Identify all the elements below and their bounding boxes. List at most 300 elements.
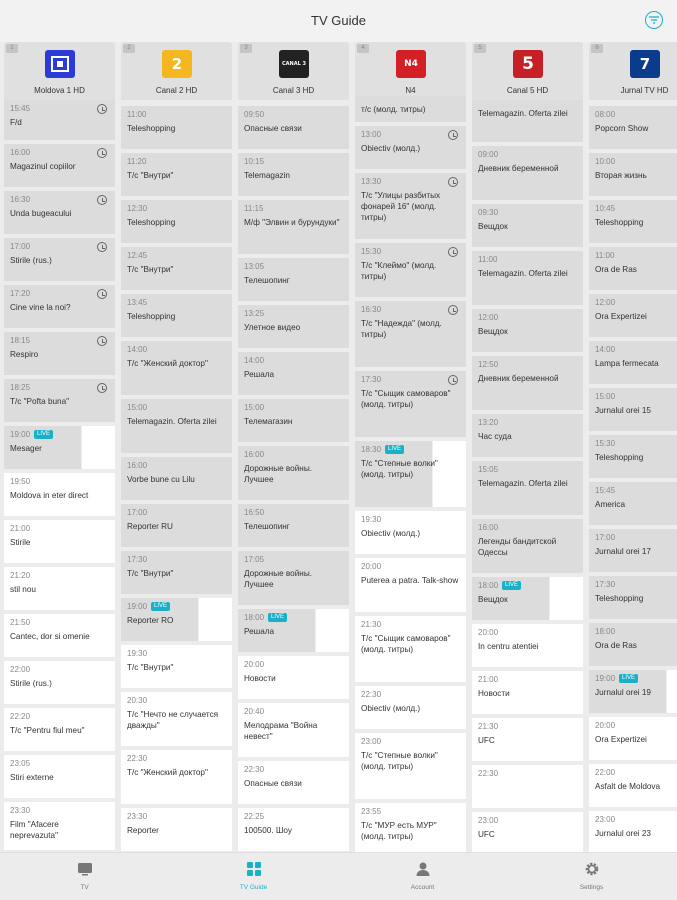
program-time-row bbox=[10, 571, 109, 580]
program-time: 19:00 bbox=[127, 602, 148, 611]
program-item[interactable] bbox=[355, 126, 466, 171]
program-item[interactable] bbox=[355, 616, 466, 684]
program-item[interactable] bbox=[121, 750, 232, 806]
live-badge: LIVE bbox=[385, 445, 404, 454]
program-time-row bbox=[595, 251, 677, 260]
program-title: Puterea a patra. Talk-show bbox=[361, 576, 459, 585]
program-title: Вещдок bbox=[478, 327, 508, 336]
program-time-row bbox=[478, 675, 577, 684]
program-item[interactable] bbox=[238, 656, 349, 701]
program-title: T/c "Внутри" bbox=[127, 171, 174, 180]
program-time-row bbox=[244, 613, 343, 622]
program-time: 17:20 bbox=[10, 289, 31, 298]
program-time: 19:30 bbox=[127, 649, 148, 658]
program-item[interactable] bbox=[4, 661, 115, 706]
program-time: 17:30 bbox=[127, 555, 148, 564]
program-item[interactable] bbox=[472, 624, 583, 669]
program-time-row bbox=[478, 628, 577, 637]
program-item[interactable] bbox=[589, 106, 677, 151]
program-time-row bbox=[595, 674, 677, 683]
program-time-row bbox=[244, 707, 343, 716]
program-item[interactable] bbox=[472, 765, 583, 810]
grid-icon bbox=[246, 861, 262, 877]
program-time-row bbox=[361, 177, 460, 186]
program-item[interactable] bbox=[4, 379, 115, 424]
program-item[interactable] bbox=[238, 305, 349, 350]
channel-logo: N4 bbox=[396, 50, 426, 78]
program-title: T/c "Женский доктор" bbox=[127, 768, 208, 777]
program-title: Опасные связи bbox=[244, 779, 302, 788]
program-time-row bbox=[127, 157, 226, 166]
program-item[interactable] bbox=[589, 153, 677, 198]
program-time-row bbox=[244, 403, 343, 412]
program-title: Reporter RO bbox=[127, 616, 174, 625]
program-time-row bbox=[478, 208, 577, 217]
program-time-row bbox=[127, 461, 226, 470]
replay-icon[interactable] bbox=[448, 177, 458, 187]
program-item[interactable] bbox=[4, 473, 115, 518]
program-item[interactable] bbox=[355, 301, 466, 369]
program-time: 13:25 bbox=[244, 309, 265, 318]
program-item[interactable] bbox=[4, 191, 115, 236]
program-time: 18:15 bbox=[10, 336, 31, 345]
program-item[interactable] bbox=[238, 258, 349, 303]
program-title: T/c "Pentru fiul meu" bbox=[10, 726, 85, 735]
program-time: 15:30 bbox=[595, 439, 616, 448]
replay-icon[interactable] bbox=[97, 104, 107, 114]
program-time: 15:05 bbox=[478, 465, 499, 474]
program-title: T/c "Внутри" bbox=[127, 569, 174, 578]
program-time: 17:05 bbox=[244, 555, 265, 564]
program-time: 11:00 bbox=[478, 255, 498, 264]
program-item[interactable] bbox=[121, 294, 232, 339]
program-title: Дорожные войны. Лучшее bbox=[244, 569, 312, 589]
program-item[interactable] bbox=[472, 461, 583, 517]
channel-name: Canal 3 HD bbox=[272, 86, 315, 95]
program-time-row bbox=[127, 555, 226, 564]
program-item[interactable] bbox=[589, 388, 677, 433]
program-item[interactable] bbox=[238, 761, 349, 806]
program-time: 10:45 bbox=[595, 204, 616, 213]
program-time: 16:50 bbox=[244, 508, 265, 517]
program-item[interactable] bbox=[121, 551, 232, 596]
program-time: 17:00 bbox=[595, 533, 616, 542]
program-time-row bbox=[10, 665, 109, 674]
program-item[interactable] bbox=[589, 811, 677, 852]
program-time: 11:15 bbox=[244, 204, 264, 213]
replay-icon[interactable] bbox=[97, 242, 107, 252]
program-time-row bbox=[478, 255, 577, 264]
program-time-row bbox=[10, 618, 109, 627]
program-time: 08:00 bbox=[595, 110, 616, 119]
program-time-row bbox=[595, 486, 677, 495]
channel-header[interactable] bbox=[121, 42, 232, 100]
program-item[interactable] bbox=[355, 803, 466, 852]
program-time: 16:30 bbox=[10, 195, 31, 204]
replay-icon[interactable] bbox=[97, 336, 107, 346]
program-title: T/c "Pofta buna" bbox=[10, 397, 70, 406]
bottom-tab-bar bbox=[0, 852, 677, 900]
program-time-row bbox=[244, 157, 343, 166]
program-item[interactable] bbox=[589, 623, 677, 668]
replay-icon[interactable] bbox=[97, 148, 107, 158]
program-title: Teleshopping bbox=[127, 124, 176, 133]
program-item[interactable] bbox=[589, 200, 677, 245]
channel-name: N4 bbox=[405, 86, 416, 95]
tab-settings[interactable] bbox=[507, 853, 676, 900]
program-item-live[interactable] bbox=[4, 426, 115, 471]
program-item[interactable] bbox=[355, 733, 466, 801]
program-item[interactable] bbox=[355, 511, 466, 556]
page-title: TV Guide bbox=[311, 13, 366, 28]
program-item[interactable] bbox=[238, 399, 349, 444]
program-time: 12:00 bbox=[595, 298, 616, 307]
channel-logo: 2 bbox=[162, 50, 192, 78]
program-item[interactable] bbox=[238, 352, 349, 397]
guide-grid[interactable] bbox=[0, 42, 677, 852]
channel-name: Canal 5 HD bbox=[506, 86, 549, 95]
channel-header[interactable] bbox=[4, 42, 115, 100]
program-item[interactable] bbox=[472, 309, 583, 354]
program-item[interactable] bbox=[238, 446, 349, 502]
program-title: Решала bbox=[244, 627, 275, 636]
program-item[interactable] bbox=[472, 356, 583, 412]
program-title: Jurnalul orei 15 bbox=[595, 406, 651, 415]
program-list bbox=[472, 100, 583, 852]
channel-number: 5 bbox=[474, 44, 486, 53]
program-time: 20:30 bbox=[127, 696, 148, 705]
channel-name: Canal 2 HD bbox=[155, 86, 198, 95]
program-item[interactable] bbox=[4, 285, 115, 330]
program-title: Obiectiv (молд.) bbox=[361, 144, 421, 153]
program-item[interactable] bbox=[355, 173, 466, 241]
program-time-row bbox=[10, 477, 109, 486]
program-time: 15:00 bbox=[595, 392, 616, 401]
channel-header[interactable] bbox=[589, 42, 677, 100]
program-title: Respiro bbox=[10, 350, 39, 359]
program-time-row bbox=[10, 430, 109, 439]
program-item[interactable] bbox=[4, 238, 115, 283]
program-title: Мелодрама "Война невест" bbox=[244, 721, 318, 741]
program-title: Obiectiv (молд.) bbox=[361, 529, 421, 538]
program-time: 11:20 bbox=[127, 157, 147, 166]
program-item-live[interactable] bbox=[472, 577, 583, 622]
program-item[interactable] bbox=[121, 645, 232, 690]
program-time-row bbox=[361, 690, 460, 699]
program-time: 22:00 bbox=[10, 665, 31, 674]
program-title: Вещдок bbox=[478, 595, 508, 604]
program-title: Jurnalul orei 23 bbox=[595, 829, 651, 838]
program-time: 16:00 bbox=[127, 461, 148, 470]
program-item[interactable] bbox=[121, 457, 232, 502]
program-item[interactable] bbox=[589, 435, 677, 480]
program-title: Т/с "Степные волки" (молд. титры) bbox=[361, 459, 438, 479]
program-title: America bbox=[595, 500, 626, 509]
program-title: Asfalt de Moldova bbox=[595, 782, 661, 791]
program-title: T/c "Женский доктор" bbox=[127, 359, 208, 368]
program-title: In centru atentiei bbox=[478, 642, 539, 651]
program-time: 20:00 bbox=[244, 660, 265, 669]
program-item-live[interactable] bbox=[355, 441, 466, 509]
program-time: 12:45 bbox=[127, 251, 148, 260]
program-time: 17:30 bbox=[595, 580, 616, 589]
program-time-row bbox=[478, 418, 577, 427]
program-title: Telemagazin bbox=[244, 171, 290, 180]
program-item[interactable] bbox=[472, 100, 583, 144]
program-title: Решала bbox=[244, 370, 275, 379]
program-time-row bbox=[10, 806, 109, 815]
program-title: Вторая жизнь bbox=[595, 171, 647, 180]
channel-header[interactable] bbox=[238, 42, 349, 100]
program-list bbox=[355, 100, 466, 852]
program-time-row bbox=[10, 289, 109, 298]
replay-icon[interactable] bbox=[448, 130, 458, 140]
program-title: Teleshopping bbox=[595, 594, 644, 603]
filter-icon[interactable] bbox=[645, 11, 663, 29]
tab-account[interactable] bbox=[338, 853, 507, 900]
channel-logo: 5 bbox=[513, 50, 543, 78]
program-title: Ora Expertizei bbox=[595, 312, 647, 321]
program-item[interactable] bbox=[472, 146, 583, 202]
program-item[interactable] bbox=[472, 519, 583, 575]
program-time: 13:30 bbox=[361, 177, 382, 186]
channel-number: 1 bbox=[6, 44, 18, 53]
program-time: 22:30 bbox=[478, 769, 499, 778]
program-title: Телешопинг bbox=[244, 276, 290, 285]
program-time: 13:45 bbox=[127, 298, 148, 307]
program-time-row bbox=[595, 157, 677, 166]
program-time: 09:00 bbox=[478, 150, 499, 159]
live-badge: LIVE bbox=[151, 602, 170, 611]
program-item[interactable] bbox=[472, 414, 583, 459]
program-item[interactable] bbox=[589, 341, 677, 386]
program-item[interactable] bbox=[589, 247, 677, 292]
channel-number: 2 bbox=[123, 44, 135, 53]
replay-icon[interactable] bbox=[448, 247, 458, 257]
program-title: Телемагазин bbox=[244, 417, 293, 426]
program-item[interactable] bbox=[472, 718, 583, 763]
replay-icon[interactable] bbox=[448, 375, 458, 385]
program-title: Новости bbox=[478, 689, 510, 698]
program-title: Vorbe bune cu Lilu bbox=[127, 475, 195, 484]
program-title: Mesager bbox=[10, 444, 42, 453]
program-item[interactable] bbox=[238, 200, 349, 256]
program-time-row bbox=[127, 602, 226, 611]
program-time: 17:00 bbox=[10, 242, 31, 251]
program-time: 19:00 bbox=[10, 430, 31, 439]
program-time-row bbox=[478, 581, 577, 590]
program-time-row bbox=[244, 812, 343, 821]
program-time-row bbox=[478, 360, 577, 369]
program-item[interactable] bbox=[472, 204, 583, 249]
program-time-row bbox=[10, 759, 109, 768]
program-title: Stirile (rus.) bbox=[10, 679, 52, 688]
program-title: М/ф "Элвин и бурундуки" bbox=[244, 218, 340, 227]
replay-icon[interactable] bbox=[97, 383, 107, 393]
program-time-row bbox=[478, 722, 577, 731]
program-time-row bbox=[595, 768, 677, 777]
program-time: 22:25 bbox=[244, 812, 265, 821]
program-time-row bbox=[10, 383, 109, 392]
program-time: 09:30 bbox=[478, 208, 499, 217]
program-time: 19:00 bbox=[595, 674, 616, 683]
program-item[interactable] bbox=[121, 153, 232, 198]
replay-icon[interactable] bbox=[448, 305, 458, 315]
program-title: Улетное видео bbox=[244, 323, 301, 332]
program-time-row bbox=[361, 130, 460, 139]
program-title: UFC bbox=[478, 736, 495, 745]
program-title: Moldova in eter direct bbox=[10, 491, 89, 500]
program-time-row bbox=[127, 649, 226, 658]
program-item[interactable] bbox=[238, 504, 349, 549]
program-item[interactable] bbox=[4, 614, 115, 659]
program-item[interactable] bbox=[355, 96, 466, 124]
program-title: Т/с "Сыщик самоваров" (молд. титры) bbox=[361, 389, 451, 409]
program-title: Т/с "Сыщик самоваров" (молд. титры) bbox=[361, 634, 451, 654]
program-item[interactable] bbox=[121, 808, 232, 852]
program-time-row bbox=[361, 375, 460, 384]
program-time: 23:00 bbox=[595, 815, 616, 824]
program-item-live[interactable] bbox=[238, 609, 349, 654]
program-title: Telemagazin. Oferta zilei bbox=[127, 417, 217, 426]
program-time: 14:00 bbox=[244, 356, 265, 365]
program-time: 23:30 bbox=[127, 812, 148, 821]
program-item[interactable] bbox=[355, 558, 466, 614]
program-time-row bbox=[478, 465, 577, 474]
channel-column bbox=[472, 42, 583, 852]
program-item[interactable] bbox=[589, 294, 677, 339]
program-item[interactable] bbox=[238, 808, 349, 852]
live-badge: LIVE bbox=[619, 674, 638, 683]
channel-column bbox=[589, 42, 677, 852]
program-title: Ora de Ras bbox=[595, 641, 637, 650]
program-time-row bbox=[595, 439, 677, 448]
program-item[interactable] bbox=[121, 247, 232, 292]
program-time: 19:50 bbox=[10, 477, 31, 486]
program-item[interactable] bbox=[4, 520, 115, 565]
channel-header[interactable] bbox=[355, 42, 466, 100]
tab-tv[interactable] bbox=[0, 853, 169, 900]
program-time: 09:50 bbox=[244, 110, 265, 119]
tab-tv-guide[interactable] bbox=[169, 853, 338, 900]
program-time-row bbox=[244, 450, 343, 459]
program-item[interactable] bbox=[589, 529, 677, 574]
program-title: Дневник беременной bbox=[478, 164, 559, 173]
program-item[interactable] bbox=[355, 243, 466, 299]
program-time-row bbox=[244, 555, 343, 564]
program-item-live[interactable] bbox=[121, 598, 232, 643]
program-item[interactable] bbox=[4, 755, 115, 800]
program-item[interactable] bbox=[121, 399, 232, 455]
program-title: Т/с "Улицы разбитых фонарей 16" (молд. титры) bbox=[361, 191, 441, 222]
program-time-row bbox=[361, 445, 460, 454]
program-title: Легенды бандитской Одессы bbox=[478, 537, 557, 557]
program-time: 10:00 bbox=[595, 157, 616, 166]
program-title: Вещдок bbox=[478, 222, 508, 231]
program-time: 22:30 bbox=[361, 690, 382, 699]
program-item[interactable] bbox=[238, 106, 349, 151]
program-time: 21:30 bbox=[361, 620, 382, 629]
program-title: Reporter bbox=[127, 826, 159, 835]
program-item[interactable] bbox=[589, 717, 677, 762]
program-title: Stirile bbox=[10, 538, 31, 547]
program-item[interactable] bbox=[238, 551, 349, 607]
channel-column bbox=[238, 42, 349, 852]
program-time: 20:00 bbox=[478, 628, 499, 637]
program-title: Reporter RU bbox=[127, 522, 173, 531]
program-title: Teleshopping bbox=[127, 312, 176, 321]
program-time: 18:25 bbox=[10, 383, 31, 392]
program-item[interactable] bbox=[121, 106, 232, 151]
program-item[interactable] bbox=[121, 692, 232, 748]
program-item[interactable] bbox=[589, 576, 677, 621]
program-item[interactable] bbox=[355, 371, 466, 439]
program-time-row bbox=[244, 508, 343, 517]
program-item[interactable] bbox=[355, 686, 466, 731]
program-time: 12:30 bbox=[127, 204, 148, 213]
program-time: 22:20 bbox=[10, 712, 31, 721]
program-time: 16:00 bbox=[478, 523, 499, 532]
program-item[interactable] bbox=[4, 567, 115, 612]
replay-icon[interactable] bbox=[97, 289, 107, 299]
program-time-row bbox=[244, 204, 343, 213]
program-list bbox=[238, 100, 349, 852]
program-item[interactable] bbox=[4, 708, 115, 753]
live-badge: LIVE bbox=[268, 613, 287, 622]
replay-icon[interactable] bbox=[97, 195, 107, 205]
program-item[interactable] bbox=[238, 153, 349, 198]
program-item[interactable] bbox=[472, 812, 583, 852]
program-time: 23:30 bbox=[10, 806, 31, 815]
program-item[interactable] bbox=[4, 332, 115, 377]
program-time-row bbox=[127, 298, 226, 307]
program-title: Magazinul copiilor bbox=[10, 162, 76, 171]
program-title: Film "Afacere neprevazuta" bbox=[10, 820, 59, 840]
program-item[interactable] bbox=[589, 764, 677, 809]
program-item[interactable] bbox=[121, 200, 232, 245]
program-item[interactable] bbox=[121, 504, 232, 549]
program-item[interactable] bbox=[472, 671, 583, 716]
program-item-live[interactable] bbox=[589, 670, 677, 715]
program-list bbox=[121, 100, 232, 852]
program-title: Lampa fermecata bbox=[595, 359, 659, 368]
program-time: 23:00 bbox=[361, 737, 382, 746]
channel-column bbox=[355, 42, 466, 852]
program-title: Телешопинг bbox=[244, 522, 290, 531]
channel-header[interactable] bbox=[472, 42, 583, 100]
program-time-row bbox=[361, 305, 460, 314]
program-time: 15:00 bbox=[127, 403, 148, 412]
program-item[interactable] bbox=[4, 802, 115, 852]
program-time-row bbox=[244, 262, 343, 271]
program-time: 17:00 bbox=[127, 508, 148, 517]
program-time-row bbox=[127, 812, 226, 821]
program-time: 11:00 bbox=[595, 251, 615, 260]
program-item[interactable] bbox=[4, 144, 115, 189]
program-title: Опасные связи bbox=[244, 124, 302, 133]
program-time-row bbox=[10, 242, 109, 251]
program-item[interactable] bbox=[121, 341, 232, 397]
program-time-row bbox=[595, 345, 677, 354]
program-item[interactable] bbox=[238, 703, 349, 759]
gear-icon bbox=[584, 861, 600, 877]
channel-number: 6 bbox=[591, 44, 603, 53]
program-time-row bbox=[478, 816, 577, 825]
program-item[interactable] bbox=[472, 251, 583, 307]
program-item[interactable] bbox=[589, 482, 677, 527]
program-item[interactable] bbox=[4, 100, 115, 142]
channel-number: 3 bbox=[240, 44, 252, 53]
